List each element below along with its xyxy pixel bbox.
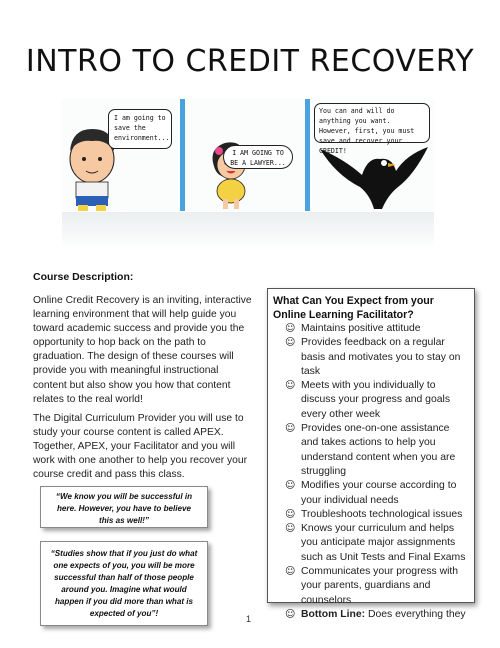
comic-reflection bbox=[62, 212, 434, 250]
expectations-heading: What Can You Expect from your Online Learning Facilitator? bbox=[273, 295, 434, 321]
facilitator-expectations-box bbox=[267, 288, 475, 620]
smiley-icon: ☺ bbox=[285, 323, 296, 334]
comic-panel-1 bbox=[62, 99, 180, 211]
speech-bubble-2: I AM GOING TO BE A LAWYER... bbox=[223, 145, 293, 169]
list-item: ☺ Meets with you individually to discuss your progress and goals every other week bbox=[285, 380, 451, 420]
smiley-icon: ☺ bbox=[285, 337, 296, 349]
smiley-icon: ☺ bbox=[285, 508, 296, 520]
bottom-line-label: Bottom Line: bbox=[301, 608, 366, 620]
smiley-icon: ☺ bbox=[285, 423, 296, 435]
list-item: ☺ Provides feedback on a regular basis and motivates you to stay on task bbox=[285, 337, 461, 377]
quote-box-2: “Studies show that if you just do what one expects of you, you will be more successful than half of those people around you. Imagine what would happen if you did more than what is expected of you”! bbox=[40, 541, 208, 626]
list-item: ☺ Communicates your progress with your parents, guardians and counselors bbox=[285, 566, 459, 606]
smiley-icon: ☺ bbox=[285, 566, 296, 578]
smiley-icon: ☺ bbox=[285, 480, 296, 492]
description-paragraph-1: Online Credit Recovery is an inviting, interactive learning environment that will help guide you toward academic success and provide you the opportunity to hop back on the path to graduation. The design of these courses will provide you with meaningful instructional content but also show you how that content relates to the real world! bbox=[33, 295, 252, 405]
comic-strip-image bbox=[62, 99, 434, 211]
smiley-icon: ☺ bbox=[285, 380, 296, 392]
description-paragraph-2: The Digital Curriculum Provider you will use to study your course content is called APEX. Together, APEX, your Facilitator and you will work with one another to help you recover your course credit and pass this class. bbox=[33, 413, 248, 481]
course-description-heading: Course Description: bbox=[33, 271, 134, 283]
list-item: ☺ Bottom Line: Does everything they bbox=[273, 608, 468, 622]
list-item: ☺ Provides one-on-one assistance and takes actions to help you understand content when you are struggling bbox=[285, 423, 456, 477]
smiley-icon: ☺ bbox=[285, 608, 296, 620]
expectations-list bbox=[273, 322, 468, 622]
list-item: ☺ Maintains positive attitude bbox=[273, 322, 468, 336]
page-title: INTRO TO CREDIT RECOVERY bbox=[25, 44, 475, 79]
speech-bubble-1: I am going to save the environment... bbox=[108, 109, 172, 149]
list-item: ☺ Knows your curriculum and helps you anticipate major assignments such as Unit Tests and Final Exams bbox=[285, 523, 466, 563]
comic-panel-3 bbox=[310, 99, 434, 211]
comic-panel-2 bbox=[185, 99, 305, 211]
smiley-icon: ☺ bbox=[285, 523, 296, 535]
page-number: 1 bbox=[246, 614, 252, 624]
speech-bubble-3: You can and will do anything you want. However, first, you must save and recover your CREDIT! bbox=[314, 103, 430, 143]
list-item: ☺ Modifies your course according to your individual needs bbox=[285, 480, 457, 506]
quote-box-1: “We know you will be successful in here. However, you have to believe this as well!” bbox=[40, 486, 208, 528]
list-item: ☺ Troubleshoots technological issues bbox=[273, 508, 468, 522]
